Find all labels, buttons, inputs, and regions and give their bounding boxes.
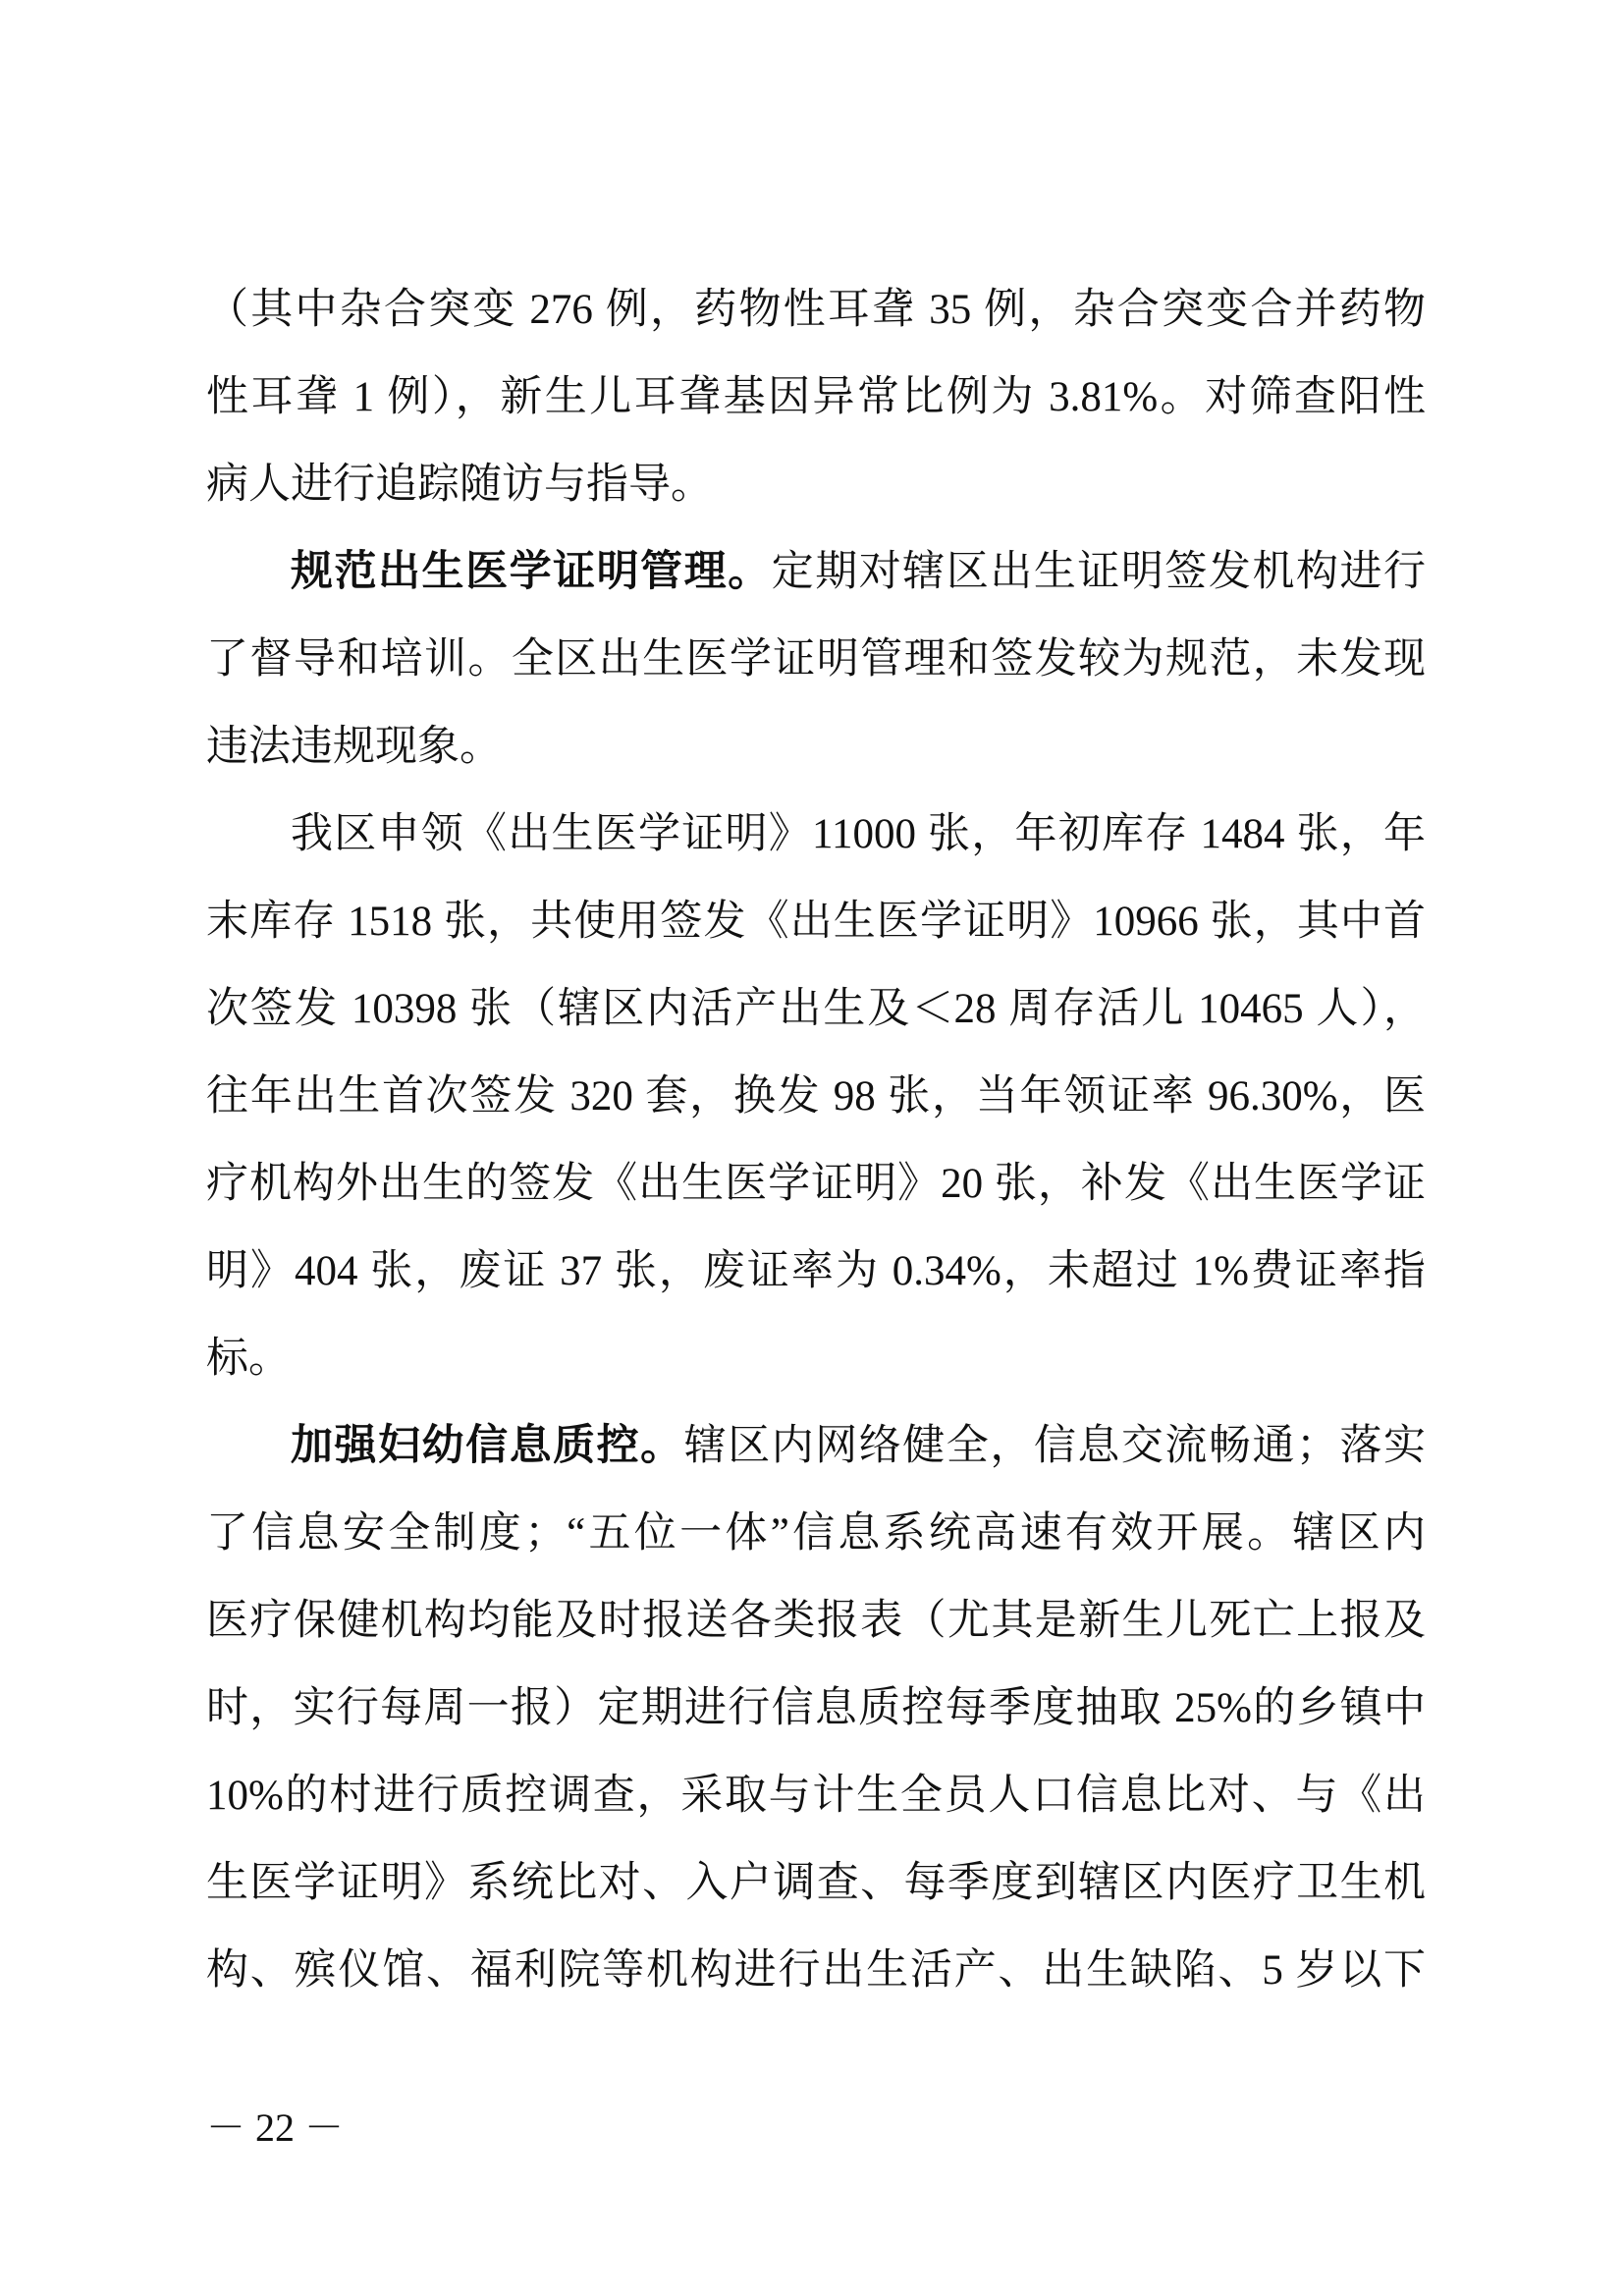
text-line: 末库存 1518 张，共使用签发《出生医学证明》10966 张，其中首	[206, 899, 1426, 945]
paragraph	[206, 1402, 1426, 2014]
paragraph-heading: 加强妇幼信息质控。	[291, 1421, 684, 1470]
paragraph	[206, 791, 1426, 1402]
line-text: 辖区内网络健全，信息交流畅通；落实	[683, 1423, 1427, 1469]
paragraph	[206, 266, 1426, 528]
text-line: 性耳聋 1 例），新生儿耳聋基因异常比例为 3.81%。对筛查阳性	[206, 374, 1426, 420]
text-line: 疗机构外出生的签发《出生医学证明》20 张，补发《出生医学证	[206, 1161, 1426, 1207]
text-line: 构、殡仪馆、福利院等机构进行出生活产、出生缺陷、5 岁以下	[206, 1947, 1426, 1994]
page-number: － 22 －	[206, 2105, 344, 2150]
line-text: 定期对辖区出生证明签发机构进行	[771, 549, 1427, 595]
text-line: 标。	[206, 1336, 291, 1382]
text-line: 生医学证明》系统比对、入户调查、每季度到辖区内医疗卫生机	[206, 1860, 1426, 1906]
text-line	[206, 1402, 1426, 1490]
text-line: 医疗保健机构均能及时报送各类报表（尤其是新生儿死亡上报及	[206, 1598, 1426, 1644]
text-line: 了信息安全制度；“五位一体”信息系统高速有效开展。辖区内	[206, 1510, 1426, 1557]
text-line: 往年出生首次签发 320 套，换发 98 张，当年领证率 96.30%，医	[206, 1073, 1426, 1120]
text-line: 明》404 张，废证 37 张，废证率为 0.34%，未超过 1%费证率指	[206, 1248, 1426, 1294]
text-line: 时，实行每周一报）定期进行信息质控每季度抽取 25%的乡镇中	[206, 1685, 1426, 1731]
paragraph	[206, 528, 1426, 791]
text-line	[206, 528, 1426, 616]
text-line: 病人进行追踪随访与指导。	[206, 462, 713, 508]
text-line: （其中杂合突变 276 例，药物性耳聋 35 例，杂合突变合并药物	[206, 287, 1426, 333]
text-line: 违法违规现象。	[206, 724, 502, 770]
text-line: 10%的村进行质控调查，采取与计生全员人口信息比对、与《出	[206, 1773, 1426, 1819]
text-line: 我区申领《出生医学证明》11000 张，年初库存 1484 张，年	[291, 811, 1426, 857]
document-body	[206, 266, 1426, 2014]
text-line: 了督导和培训。全区出生医学证明管理和签发较为规范，未发现	[206, 636, 1426, 683]
paragraph-heading: 规范出生医学证明管理。	[291, 547, 772, 596]
text-line: 次签发 10398 张（辖区内活产出生及＜28 周存活儿 10465 人），	[206, 986, 1426, 1032]
